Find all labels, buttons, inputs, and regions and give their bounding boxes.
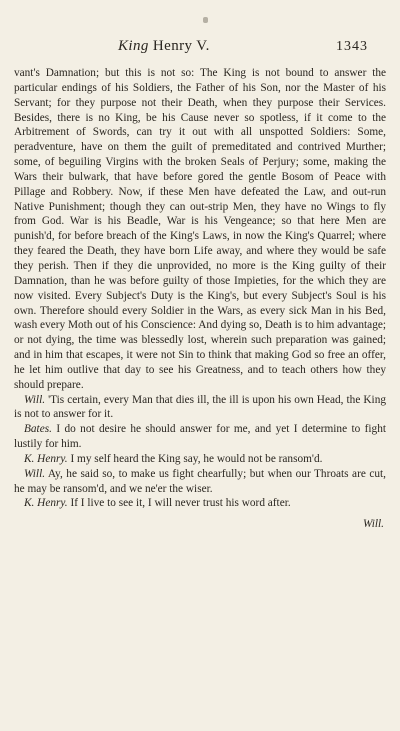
speech-text: Ay, he said so, to make us fight chearfully; but when our Throats are cut, he may be ransom'd, and we ne'er the wiser.	[14, 467, 386, 495]
speech-text: If I live to see it, I will never trust his word after.	[67, 497, 291, 510]
prose-paragraph: vant's Damnation; but this is not so: The King is not bound to answer the particular endings of his Soldiers, the Father of his Son, nor the Master of his Servant; for they purpose not their Death, when they purpose their Services. Besides, there is no King, be his Cause never so spotless, if it come to the Arbitrement of Swords, can try it out with all unspotted Soldiers: Some, peradventure, have on them the guilt of premeditated and contrived Murther; some, of beguiling Virgins with the broken Seals of Perjury; some, making the Wars their bulwark, that have before gored the gentle Bosom of Peace with Pillage and Robbery. Now, if these Men have defeated the Law, and out-run Native Punishment; though they can out-strip Men, they have no Wings to fly from God. War is his Beadle, War is his Vengeance; so that here Men are punish'd, for before breach of the King's Laws, in now the King's Quarrel; where they feared the Death, they have born Life away, and where they would be safe they perish. Then if they die unprovided, no more is the King guilty of their Damnation, than he was before guilty of those Impieties, for the which they are now visited. Every Subject's Duty is the King's, but every Subject's Soul is his own. Therefore should every Soldier in the Wars, as every sick Man in his Bed, wash every Moth out of his Conscience: And dying so, Death is to him advantage; or not dying, the time was blessedly lost, wherein such preparation was gained; and in him that escapes, it were not Sin to think that making God so free an offer, he let him outlive that day to see his Greatness, and to teach others how they should prepare.	[14, 67, 386, 391]
running-title-king: King	[118, 38, 149, 54]
speech-text: I my self heard the King say, he would not be ransom'd.	[67, 452, 323, 465]
speech-line	[14, 467, 386, 497]
speech-line	[14, 496, 386, 511]
speech-text: 'Tis certain, every Man that dies ill, the ill is upon his own Head, the King is not to answer for it.	[14, 393, 386, 421]
speech-line	[14, 452, 386, 467]
speech-line	[14, 393, 386, 423]
speaker-name: K. Henry.	[24, 497, 68, 510]
running-title	[118, 38, 210, 55]
speech-text: I do not desire he should answer for me, and yet I determine to fight lustily for him.	[14, 423, 386, 451]
speaker-name: Will.	[24, 467, 46, 480]
catchword: Will.	[362, 518, 384, 531]
speaker-name: Bates.	[24, 423, 52, 436]
page-number: 1343	[336, 39, 368, 54]
speech-line	[14, 422, 386, 452]
ink-mark	[203, 17, 208, 23]
page-header	[0, 38, 400, 60]
running-title-name: Henry V.	[148, 38, 210, 54]
speaker-name: K. Henry.	[24, 452, 68, 465]
body-text	[14, 66, 386, 532]
speaker-name: Will.	[24, 393, 46, 406]
